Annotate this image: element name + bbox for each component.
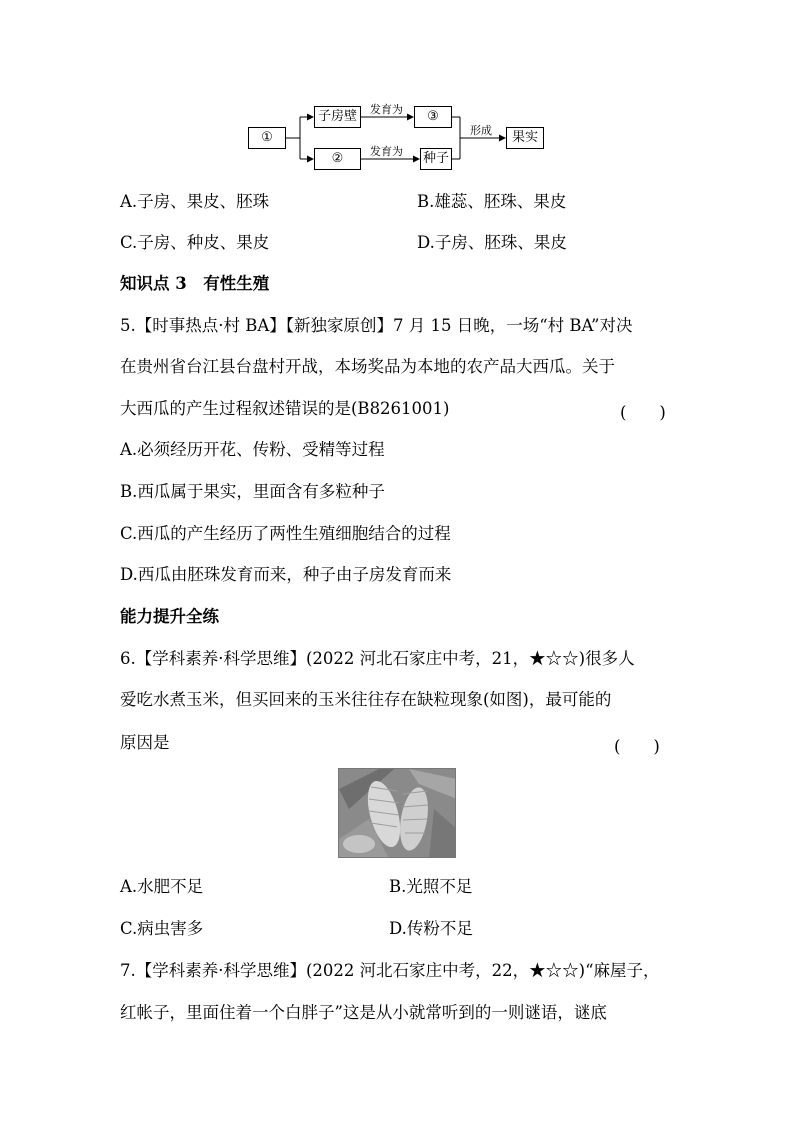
diagram-arrows bbox=[0, 0, 794, 200]
q6-line-3: 原因是 bbox=[120, 733, 170, 752]
corn-photo-graphic bbox=[339, 769, 456, 858]
q5-line-1: 5.【时事热点·村 BA】【新独家原创】7 月 15 日晚，一场“村 BA”对决 bbox=[120, 316, 633, 335]
q5-option-d: D.西瓜由胚珠发育而来，种子由子房发育而来 bbox=[120, 565, 452, 584]
q5-answer-paren: ( ) bbox=[620, 403, 666, 422]
q6-answer-paren: ( ) bbox=[614, 737, 660, 756]
diagram-node-3: ③ bbox=[414, 106, 452, 128]
diagram-node-fruit: 果实 bbox=[506, 127, 544, 149]
q6-line-2: 爱吃水煮玉米，但买回来的玉米往往存在缺粒现象(如图)，最可能的 bbox=[120, 690, 612, 709]
section-heading-knowledge-3: 知识点 3 有性生殖 bbox=[120, 274, 270, 293]
q5-line-2: 在贵州省台江县台盘村开战，本场奖品为本地的农产品大西瓜。关于 bbox=[120, 357, 615, 376]
section-heading-ability: 能力提升全练 bbox=[120, 607, 219, 626]
corn-photo bbox=[338, 768, 456, 858]
diagram-node-1: ① bbox=[248, 127, 286, 149]
q6-line-1: 6.【学科素养·科学思维】(2022 河北石家庄中考，21，★☆☆)很多人 bbox=[120, 649, 635, 668]
q6-option-c: C.病虫害多 bbox=[120, 919, 204, 938]
q4-option-b: B.雄蕊、胚珠、果皮 bbox=[417, 192, 567, 211]
q4-option-a: A.子房、果皮、胚珠 bbox=[120, 192, 270, 211]
q4-option-d: D.子房、胚珠、果皮 bbox=[417, 233, 567, 252]
diagram-node-2: ② bbox=[314, 148, 361, 170]
q5-option-b: B.西瓜属于果实，里面含有多粒种子 bbox=[120, 482, 385, 501]
q5-option-a: A.必须经历开花、传粉、受精等过程 bbox=[120, 440, 385, 459]
q7-line-2: 红帐子，里面住着一个白胖子”这是从小就常听到的一则谜语，谜底 bbox=[120, 1003, 607, 1022]
q4-option-c: C.子房、种皮、果皮 bbox=[120, 233, 270, 252]
diagram-label-develop-1: 发育为 bbox=[370, 103, 403, 116]
q7-line-1: 7.【学科素养·科学思维】(2022 河北石家庄中考，22，★☆☆)“麻屋子， bbox=[120, 961, 660, 980]
q5-line-3: 大西瓜的产生过程叙述错误的是(B8261001) bbox=[120, 399, 450, 418]
diagram-label-develop-2: 发育为 bbox=[370, 145, 403, 158]
diagram-label-form: 形成 bbox=[470, 124, 492, 137]
diagram-node-ovary-wall: 子房壁 bbox=[314, 106, 361, 128]
q6-option-a: A.水肥不足 bbox=[120, 877, 204, 896]
q6-option-d: D.传粉不足 bbox=[389, 919, 473, 938]
diagram-node-seed: 种子 bbox=[420, 148, 452, 170]
q6-option-b: B.光照不足 bbox=[389, 877, 473, 896]
q5-option-c: C.西瓜的产生经历了两性生殖细胞结合的过程 bbox=[120, 524, 451, 543]
